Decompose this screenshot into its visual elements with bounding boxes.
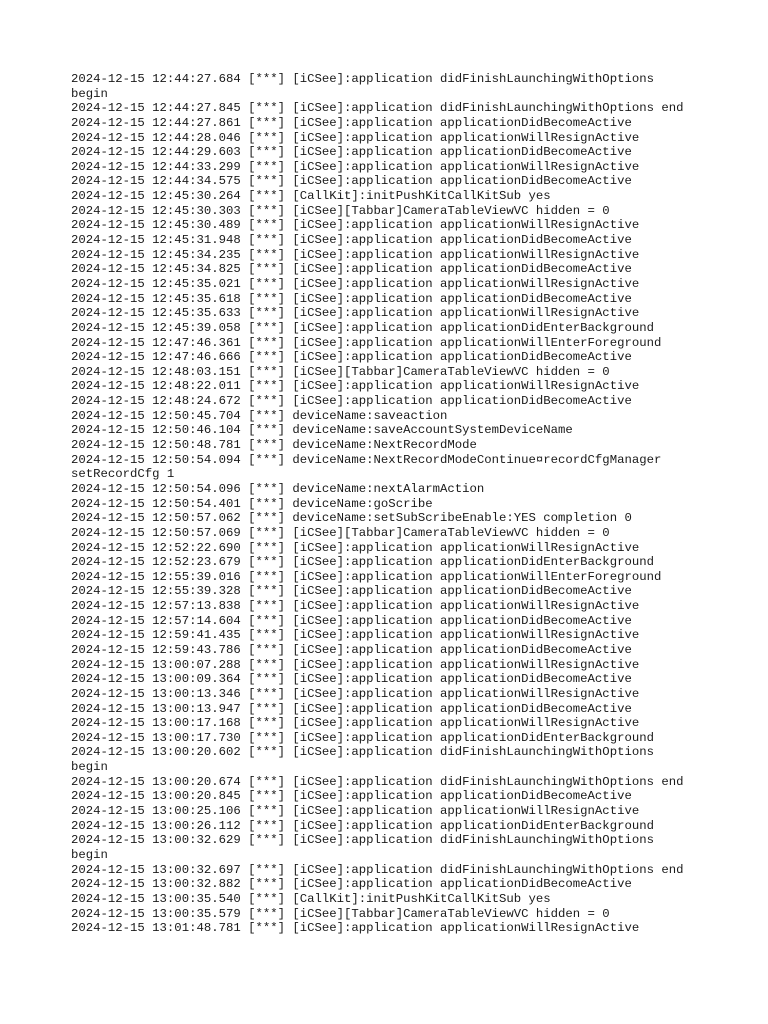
log-line: 2024-12-15 12:45:39.058 [***] [iCSee]:application applicationDidEnterBackground [71, 320, 654, 335]
log-line: 2024-12-15 12:50:54.094 [***] deviceName:NextRecordModeContinue¤recordCfgManager [71, 452, 662, 467]
log-line: 2024-12-15 12:45:34.235 [***] [iCSee]:application applicationWillResignActive [71, 247, 640, 262]
log-line: 2024-12-15 12:45:34.825 [***] [iCSee]:application applicationDidBecomeActive [71, 262, 632, 277]
log-line: 2024-12-15 12:48:24.672 [***] [iCSee]:application applicationDidBecomeActive [71, 394, 632, 409]
log-line: 2024-12-15 13:00:17.168 [***] [iCSee]:application applicationWillResignActive [71, 716, 640, 731]
log-line: 2024-12-15 12:45:35.021 [***] [iCSee]:application applicationWillResignActive [71, 276, 640, 291]
log-line: setRecordCfg 1 [71, 467, 175, 482]
log-line: 2024-12-15 12:44:27.684 [***] [iCSee]:application didFinishLaunchingWithOptions [71, 72, 654, 86]
log-line: 2024-12-15 12:55:39.016 [***] [iCSee]:application applicationWillEnterForeground [71, 569, 662, 584]
log-line: 2024-12-15 12:50:57.062 [***] deviceName:setSubScribeEnable:YES completion 0 [71, 511, 632, 526]
log-line: 2024-12-15 13:01:48.781 [***] [iCSee]:application applicationWillResignActive [71, 921, 640, 936]
log-line: 2024-12-15 12:52:23.679 [***] [iCSee]:application applicationDidEnterBackground [71, 555, 654, 570]
log-line: 2024-12-15 12:44:28.046 [***] [iCSee]:application applicationWillResignActive [71, 130, 640, 145]
log-line: 2024-12-15 12:45:30.303 [***] [iCSee][Tabbar]CameraTableViewVC hidden = 0 [71, 203, 610, 218]
log-line: 2024-12-15 13:00:09.364 [***] [iCSee]:application applicationDidBecomeActive [71, 672, 632, 687]
log-line: 2024-12-15 12:44:29.603 [***] [iCSee]:application applicationDidBecomeActive [71, 145, 632, 160]
log-line: 2024-12-15 13:00:17.730 [***] [iCSee]:application applicationDidEnterBackground [71, 730, 654, 745]
log-line: begin [71, 86, 108, 101]
log-line: 2024-12-15 12:50:57.069 [***] [iCSee][Tabbar]CameraTableViewVC hidden = 0 [71, 525, 610, 540]
log-line: 2024-12-15 13:00:35.579 [***] [iCSee][Tabbar]CameraTableViewVC hidden = 0 [71, 906, 610, 921]
log-line: 2024-12-15 12:44:27.845 [***] [iCSee]:application didFinishLaunchingWithOptions end [71, 101, 684, 116]
log-line: 2024-12-15 13:00:13.947 [***] [iCSee]:application applicationDidBecomeActive [71, 701, 632, 716]
log-line: 2024-12-15 12:50:54.401 [***] deviceName:goScribe [71, 496, 433, 511]
log-line: 2024-12-15 13:00:32.629 [***] [iCSee]:application didFinishLaunchingWithOptions [71, 833, 654, 848]
log-line: 2024-12-15 12:44:34.575 [***] [iCSee]:application applicationDidBecomeActive [71, 174, 632, 189]
log-line: 2024-12-15 13:00:20.674 [***] [iCSee]:application didFinishLaunchingWithOptions end [71, 774, 684, 789]
log-line: 2024-12-15 12:45:31.948 [***] [iCSee]:application applicationDidBecomeActive [71, 233, 632, 248]
log-line: 2024-12-15 12:48:22.011 [***] [iCSee]:application applicationWillResignActive [71, 379, 640, 394]
log-line: 2024-12-15 12:57:13.838 [***] [iCSee]:application applicationWillResignActive [71, 599, 640, 614]
log-line: 2024-12-15 13:00:26.112 [***] [iCSee]:application applicationDidEnterBackground [71, 818, 654, 833]
log-line: 2024-12-15 12:55:39.328 [***] [iCSee]:application applicationDidBecomeActive [71, 584, 632, 599]
log-line: 2024-12-15 13:00:20.845 [***] [iCSee]:application applicationDidBecomeActive [71, 789, 632, 804]
log-line: 2024-12-15 12:47:46.361 [***] [iCSee]:application applicationWillEnterForeground [71, 335, 662, 350]
log-line: 2024-12-15 12:44:27.861 [***] [iCSee]:application applicationDidBecomeActive [71, 115, 632, 130]
log-line: 2024-12-15 12:47:46.666 [***] [iCSee]:application applicationDidBecomeActive [71, 350, 632, 365]
log-line: 2024-12-15 12:44:33.299 [***] [iCSee]:application applicationWillResignActive [71, 159, 640, 174]
log-line: 2024-12-15 13:00:32.697 [***] [iCSee]:application didFinishLaunchingWithOptions end [71, 862, 684, 877]
log-line: 2024-12-15 12:48:03.151 [***] [iCSee][Tabbar]CameraTableViewVC hidden = 0 [71, 364, 610, 379]
log-line: 2024-12-15 12:50:48.781 [***] deviceName:NextRecordMode [71, 438, 477, 453]
log-document [71, 72, 711, 936]
log-line: 2024-12-15 12:52:22.690 [***] [iCSee]:application applicationWillResignActive [71, 540, 640, 555]
log-line: begin [71, 760, 108, 775]
log-line: 2024-12-15 12:45:35.633 [***] [iCSee]:application applicationWillResignActive [71, 306, 640, 321]
log-line: 2024-12-15 12:50:45.704 [***] deviceName:saveaction [71, 408, 448, 423]
log-line: 2024-12-15 12:59:43.786 [***] [iCSee]:application applicationDidBecomeActive [71, 642, 632, 657]
log-line: begin [71, 847, 108, 862]
log-line: 2024-12-15 12:59:41.435 [***] [iCSee]:application applicationWillResignActive [71, 628, 640, 643]
log-line: 2024-12-15 13:00:07.288 [***] [iCSee]:application applicationWillResignActive [71, 657, 640, 672]
log-line: 2024-12-15 13:00:25.106 [***] [iCSee]:application applicationWillResignActive [71, 804, 640, 819]
log-line: 2024-12-15 12:45:35.618 [***] [iCSee]:application applicationDidBecomeActive [71, 291, 632, 306]
log-line: 2024-12-15 13:00:32.882 [***] [iCSee]:application applicationDidBecomeActive [71, 877, 632, 892]
log-line: 2024-12-15 12:45:30.489 [***] [iCSee]:application applicationWillResignActive [71, 218, 640, 233]
log-line: 2024-12-15 13:00:13.346 [***] [iCSee]:application applicationWillResignActive [71, 686, 640, 701]
log-line: 2024-12-15 12:57:14.604 [***] [iCSee]:application applicationDidBecomeActive [71, 613, 632, 628]
log-line: 2024-12-15 13:00:35.540 [***] [CallKit]:initPushKitCallKitSub yes [71, 891, 551, 906]
log-line: 2024-12-15 12:45:30.264 [***] [CallKit]:initPushKitCallKitSub yes [71, 189, 551, 204]
log-line: 2024-12-15 12:50:46.104 [***] deviceName:saveAccountSystemDeviceName [71, 423, 573, 438]
log-line: 2024-12-15 12:50:54.096 [***] deviceName:nextAlarmAction [71, 481, 485, 496]
log-line: 2024-12-15 13:00:20.602 [***] [iCSee]:application didFinishLaunchingWithOptions [71, 745, 654, 760]
